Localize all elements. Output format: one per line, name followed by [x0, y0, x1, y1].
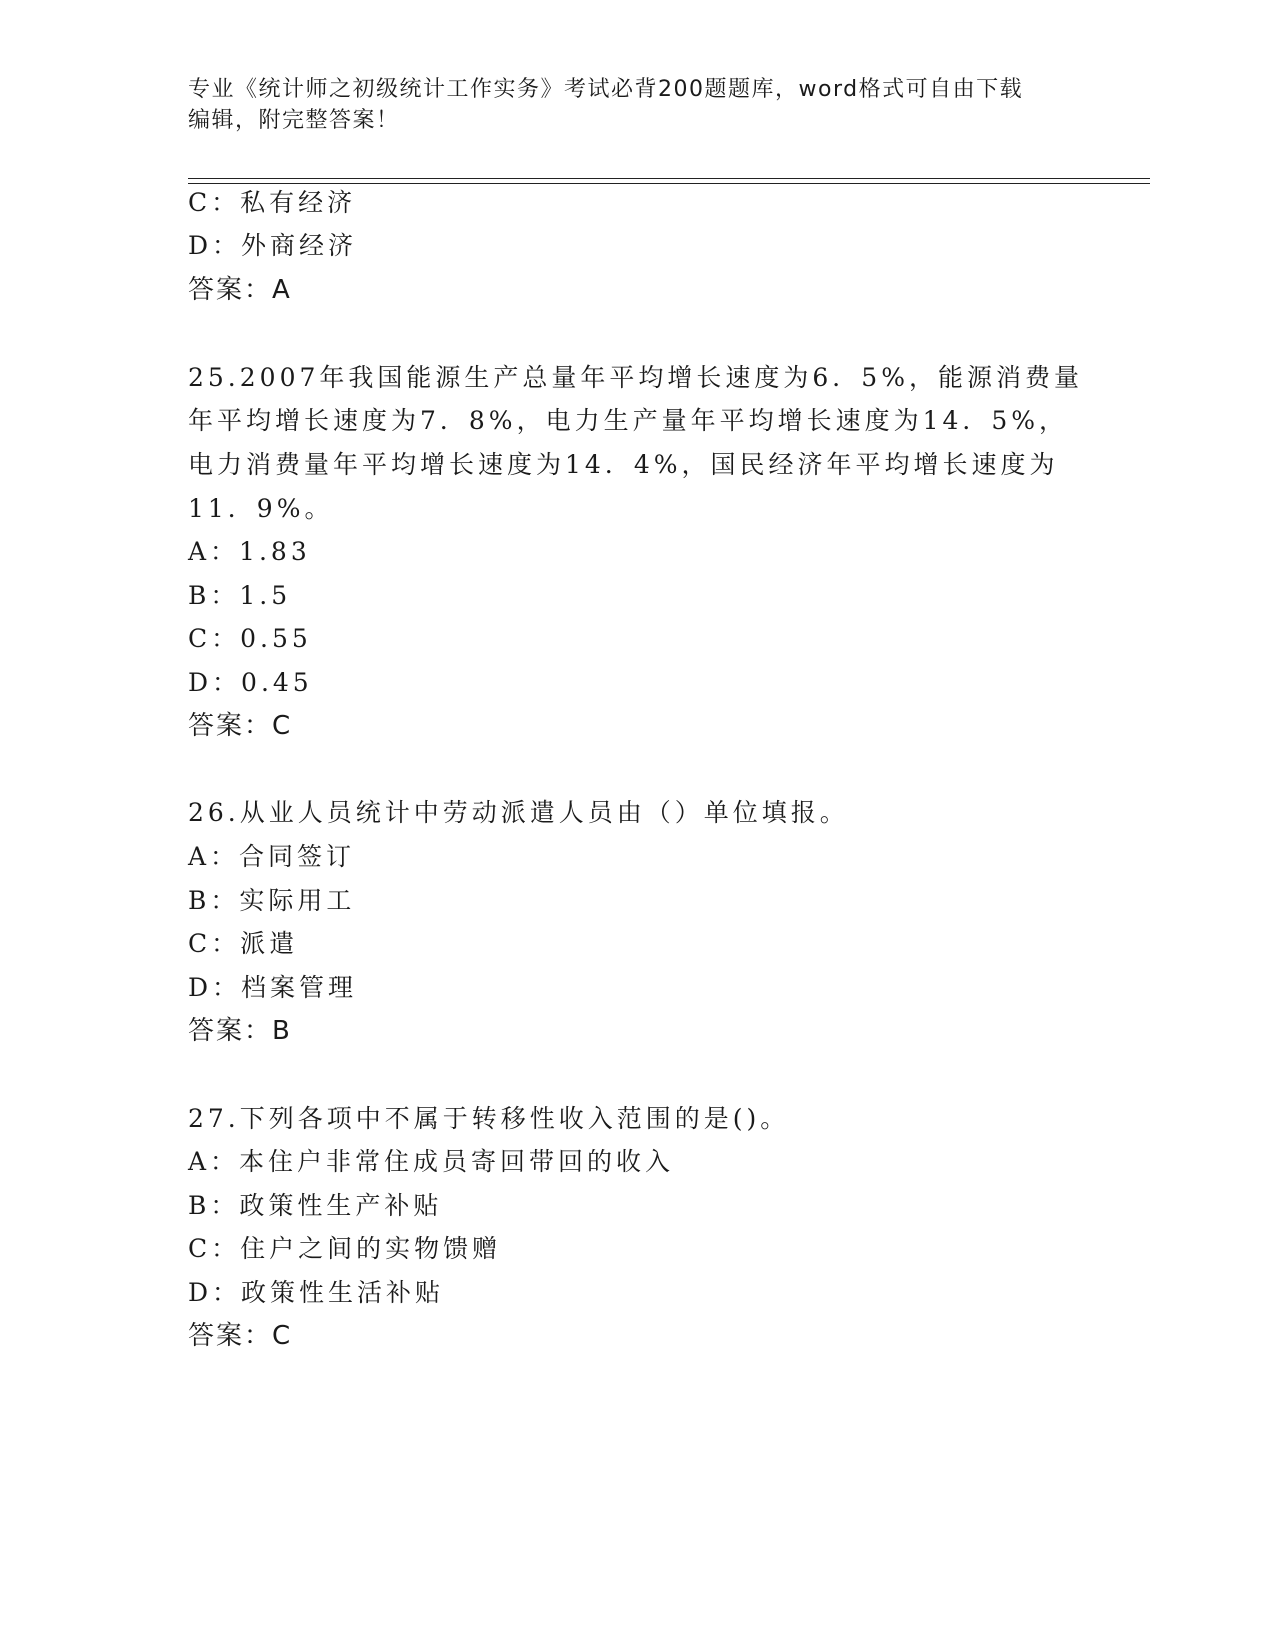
- q24-answer: 答案：A: [188, 275, 292, 305]
- q25-answer: 答案：C: [188, 711, 293, 741]
- q26-stem: 26.从业人员统计中劳动派遣人员由（）单位填报。: [188, 798, 849, 827]
- q25-option-b: B：1.5: [188, 581, 292, 610]
- q26-option-c: C：派遣: [188, 929, 299, 958]
- q25-stem-line-1: 25.2007年我国能源生产总量年平均增长速度为6．5%，能源消费量: [188, 363, 1083, 392]
- document-header: 专业《统计师之初级统计工作实务》考试必背200题题库，word格式可自由下载 编辑，附完整答案！: [188, 77, 1024, 133]
- q27-option-b: B：政策性生产补贴: [188, 1191, 443, 1220]
- header-divider-top: [188, 178, 1150, 179]
- q25-option-c: C：0.55: [188, 624, 312, 653]
- q25-stem-line-3: 电力消费量年平均增长速度为14．4%，国民经济年平均增长速度为: [188, 450, 1059, 479]
- q27-option-c: C：住户之间的实物馈赠: [188, 1234, 502, 1263]
- q27-stem: 27.下列各项中不属于转移性收入范围的是()。: [188, 1104, 790, 1133]
- q24-option-d: D：外商经济: [188, 231, 358, 260]
- q26-answer: 答案：B: [188, 1016, 292, 1046]
- q27-option-a: A：本住户非常住成员寄回带回的收入: [188, 1147, 675, 1176]
- q25-option-d: D：0.45: [188, 668, 313, 697]
- q26-option-b: B：实际用工: [188, 886, 356, 915]
- q26-option-d: D：档案管理: [188, 973, 358, 1002]
- header-divider-bottom: [188, 183, 1150, 184]
- q27-answer: 答案：C: [188, 1321, 293, 1351]
- q27-option-d: D：政策性生活补贴: [188, 1278, 445, 1307]
- q25-option-a: A：1.83: [188, 537, 311, 566]
- q25-stem-line-2: 年平均增长速度为7．8%，电力生产量年平均增长速度为14．5%，: [188, 406, 1069, 435]
- q24-option-c: C：私有经济: [188, 188, 357, 217]
- q26-option-a: A：合同签订: [188, 842, 356, 871]
- q25-stem-line-4: 11．9%。: [188, 494, 334, 523]
